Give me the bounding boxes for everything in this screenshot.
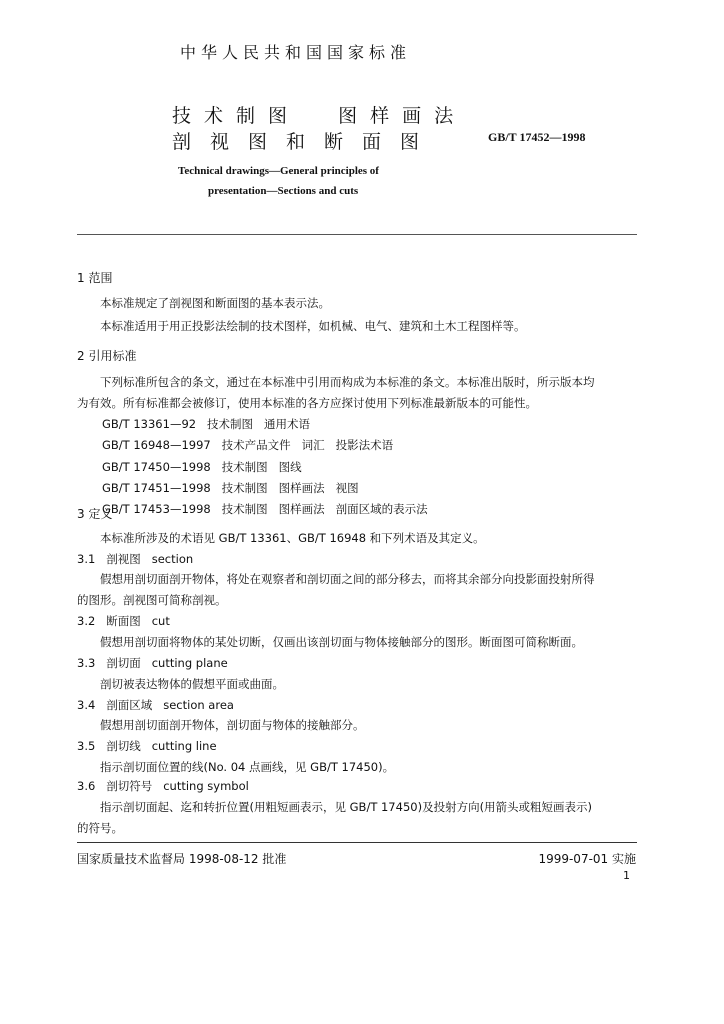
reference-item: GB/T 17453—1998 技术制图 图样画法 剖面区域的表示法 xyxy=(102,502,428,516)
page-number: 1 xyxy=(623,869,630,882)
standard-name: 中华人民共和国国家标准 xyxy=(180,43,412,62)
term-3-1: 3.1 剖视图 section xyxy=(77,552,194,566)
reference-item: GB/T 16948—1997 技术产品文件 词汇 投影法术语 xyxy=(102,438,394,452)
term-3-3: 3.3 剖切面 cutting plane xyxy=(77,656,228,670)
footer-divider xyxy=(77,842,637,843)
section-3-intro: 本标准所涉及的术语见 GB/T 13361、GB/T 16948 和下列术语及其定义。 xyxy=(100,531,485,545)
section-2-para-line-1: 下列标准所包含的条文，通过在本标准中引用而构成为本标准的条文。本标准出版时，所示版本均 xyxy=(100,375,595,389)
reference-item: GB/T 13361—92 技术制图 通用术语 xyxy=(102,417,311,431)
standard-code: GB/T 17452—1998 xyxy=(488,130,586,144)
reference-item: GB/T 17450—1998 技术制图 图线 xyxy=(102,460,302,474)
title-cn-line1: 技术制图 图样画法 xyxy=(172,105,467,127)
section-1-para-2: 本标准适用于用正投影法绘制的技术图样，如机械、电气、建筑和土木工程图样等。 xyxy=(100,319,526,333)
title-en-line2: presentation—Sections and cuts xyxy=(208,185,359,197)
term-3-6-definition-line-1: 指示剖切面起、迄和转折位置(用粗短画表示，见 GB/T 17450)及投射方向(用箭头或粗短画表示) xyxy=(100,800,593,814)
section-2-para-line-2: 为有效。所有标准都会被修订，使用本标准的各方应探讨使用下列标准最新版本的可能性。 xyxy=(77,396,537,410)
title-cn-line2: 剖视图和断面图 xyxy=(172,131,439,153)
term-3-5: 3.5 剖切线 cutting line xyxy=(77,739,217,753)
title-en-line1: Technical drawings—General principles of xyxy=(178,165,379,177)
term-3-2: 3.2 断面图 cut xyxy=(77,614,170,628)
section-1-heading: 1 范围 xyxy=(77,271,113,285)
implementation-date: 1999-07-01 实施 xyxy=(538,852,636,866)
section-2-heading: 2 引用标准 xyxy=(77,349,137,363)
term-3-4-definition: 假想用剖切面剖开物体，剖切面与物体的接触部分。 xyxy=(100,718,365,732)
term-3-2-definition: 假想用剖切面将物体的某处切断，仅画出该剖切面与物体接触部分的图形。断面图可简称断面。 xyxy=(100,635,583,649)
reference-item: GB/T 17451—1998 技术制图 图样画法 视图 xyxy=(102,481,359,495)
term-3-1-definition-line-1: 假想用剖切面剖开物体，将处在观察者和剖切面之间的部分移去，而将其余部分向投影面投射所得 xyxy=(100,572,595,586)
term-3-5-definition: 指示剖切面位置的线(No. 04 点画线，见 GB/T 17450)。 xyxy=(100,760,395,774)
term-3-6-definition-line-2: 的符号。 xyxy=(77,821,123,835)
term-3-4: 3.4 剖面区域 section area xyxy=(77,698,234,712)
section-1-para-1: 本标准规定了剖视图和断面图的基本表示法。 xyxy=(100,296,330,310)
term-3-6: 3.6 剖切符号 cutting symbol xyxy=(77,779,249,793)
term-3-3-definition: 剖切被表达物体的假想平面或曲面。 xyxy=(100,677,284,691)
approval-info: 国家质量技术监督局 1998-08-12 批准 xyxy=(77,852,287,866)
header-divider xyxy=(77,234,637,235)
term-3-1-definition-line-2: 的图形。剖视图可简称剖视。 xyxy=(77,593,227,607)
section-3-heading: 3 定义 xyxy=(77,507,113,521)
